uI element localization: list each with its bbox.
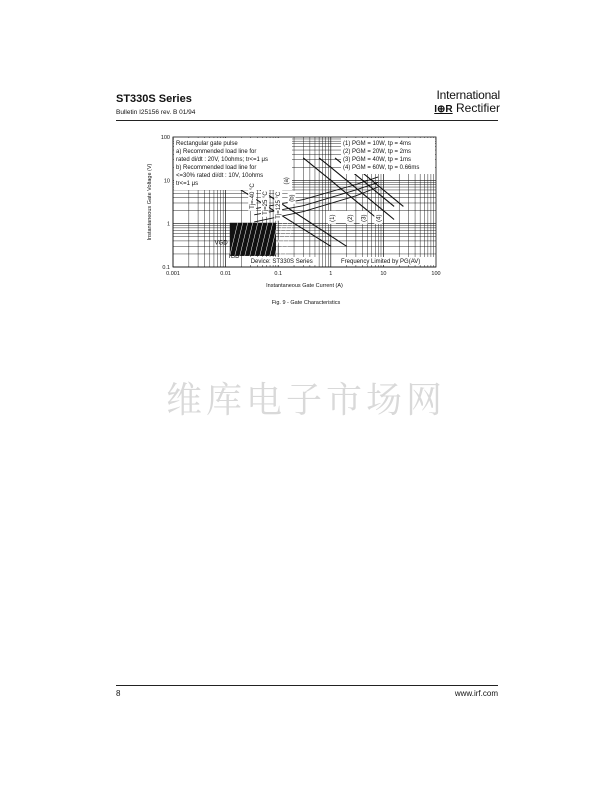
- x-tick-label: 1: [329, 271, 333, 277]
- note-right-line: (2) PGM = 20W, tp = 2ms: [343, 149, 412, 155]
- y-tick-label: 1: [166, 221, 170, 228]
- logo-bottom-text: Rectifier: [455, 101, 500, 115]
- note-left-line: <=30% rated di/dt : 10V, 10ohms: [176, 173, 264, 179]
- page-number: 8: [116, 689, 121, 698]
- y-tick-label: 10: [163, 178, 170, 185]
- x-axis-label: Instantaneous Gate Current (A): [266, 283, 343, 289]
- curve-label: (a): [283, 177, 290, 185]
- note-left-line: rated di/dt : 20V, 10ohms; tr<=1 μs: [176, 157, 268, 163]
- curve-label: (b): [289, 194, 296, 202]
- note-right-line: (1) PGM = 10W, tp = 4ms: [343, 141, 412, 147]
- curve-label: (1): [329, 214, 336, 222]
- y-axis-label: Instantaneous Gate Voltage (V): [147, 163, 153, 241]
- note-left-line: tr<=1 μs: [176, 181, 199, 187]
- temp-label: Tj=-40 °C: [250, 183, 257, 209]
- igd-label: IGD: [228, 254, 240, 261]
- temp-label: Tj=25 °C: [262, 191, 269, 215]
- curve-label: (4): [376, 214, 383, 222]
- curve-label: (3): [361, 214, 368, 222]
- gate-characteristics-chart: [0, 0, 612, 300]
- watermark: 维库电子市场网: [165, 380, 446, 421]
- x-tick-label: 10: [380, 271, 387, 277]
- figure-caption: Fig. 9 - Gate Characteristics: [271, 300, 341, 306]
- frequency-label: Frequency Limited by PG(AV): [341, 259, 421, 265]
- y-tick-label: 0.1: [162, 265, 170, 271]
- device-label: Device: ST330S Series: [250, 259, 313, 265]
- footer-url: www.irf.com: [454, 689, 498, 698]
- vgd-label: VGD: [214, 240, 228, 247]
- note-right-line: (3) PGM = 40W, tp = 1ms: [343, 157, 412, 163]
- logo-mark: I⊕R: [434, 104, 453, 115]
- x-tick-label: 0.1: [274, 271, 283, 277]
- note-left-line: Rectangular gate pulse: [176, 141, 238, 147]
- note-left-line: a) Recommended load line for: [176, 149, 257, 155]
- bulletin-number: Bulletin I25156 rev. B 01/94: [116, 109, 196, 116]
- document-title: ST330S Series: [116, 93, 192, 105]
- x-tick-label: 0.01: [220, 271, 231, 277]
- x-tick-label: 100: [431, 271, 441, 277]
- note-right-line: (4) PGM = 60W, tp = 0.66ms: [343, 165, 420, 171]
- y-tick-label: 100: [160, 135, 170, 141]
- logo-top-text: International: [436, 88, 500, 102]
- temp-label: Tj=125 °C: [276, 191, 283, 219]
- footer-rule: [116, 685, 498, 686]
- curve-label: (2): [347, 214, 354, 222]
- x-tick-label: 0.001: [166, 271, 180, 277]
- note-left-line: b) Recommended load line for: [176, 165, 257, 171]
